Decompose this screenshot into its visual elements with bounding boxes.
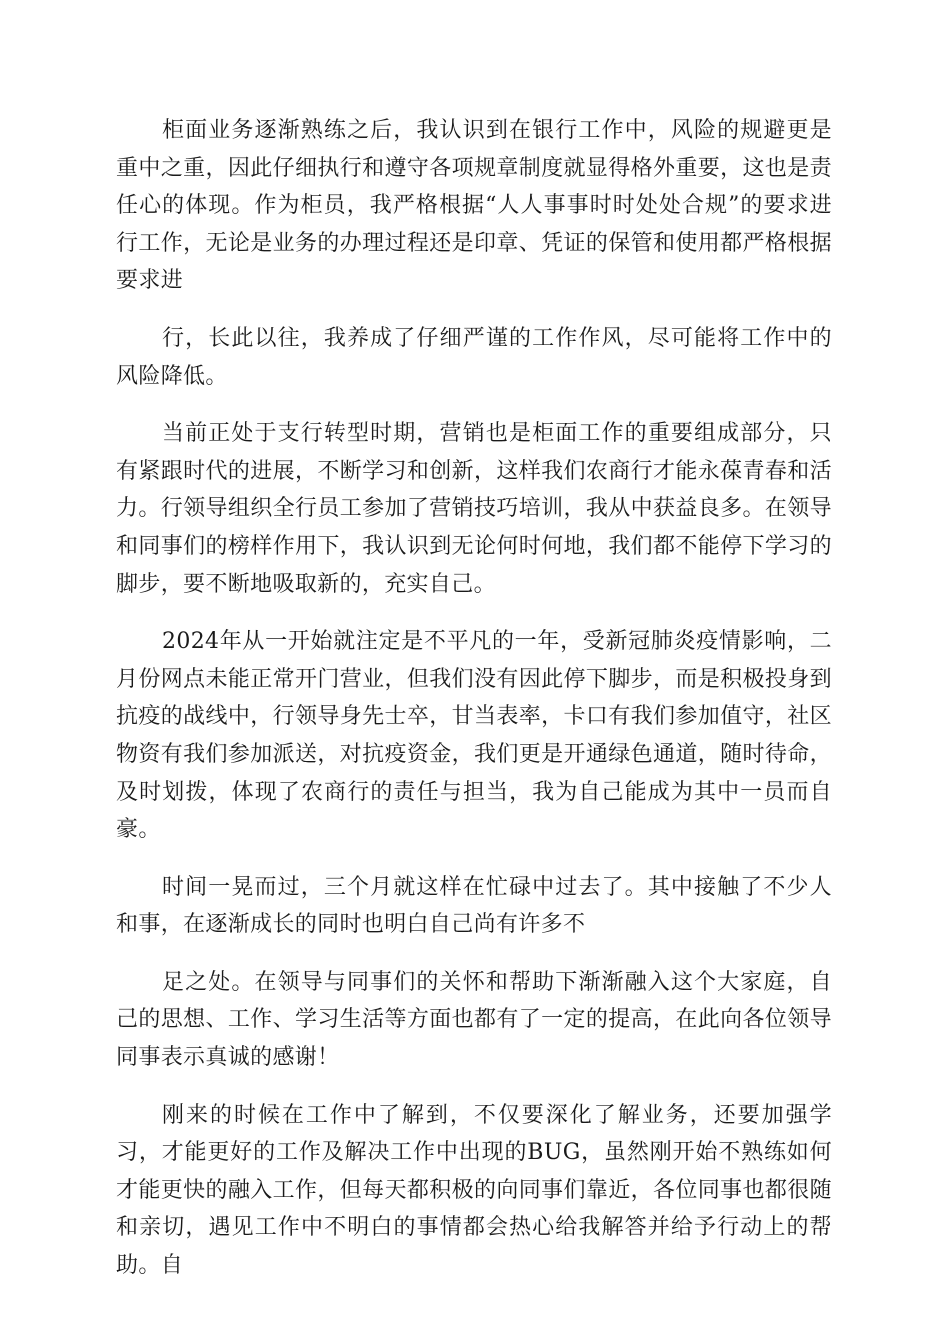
paragraph-3: 当前正处于支行转型时期，营销也是柜面工作的重要组成部分，只有紧跟时代的进展，不断学习和创新，这样我们农商行才能永葆青春和活力。行领导组织全行员工参加了营销技巧培训，我从中获益良多。在领导和同事们的榜样作用下，我认识到无论何时何地，我们都不能停下学习的脚步，要不断地吸取新的，充实自己。	[116, 421, 832, 597]
paragraph-7: 刚来的时候在工作中了解到，不仅要深化了解业务，还要加强学习，才能更好的工作及解决工作中出现的BUG，虽然刚开始不熟练如何才能更快的融入工作，但每天都积极的向同事们靠近，各位同事也都很随和亲切，遇见工作中不明白的事情都会热心给我解答并给予行动上的帮助。自	[116, 1102, 832, 1279]
paragraph-1: 柜面业务逐渐熟练之后，我认识到在银行工作中，风险的规避更是重中之重，因此仔细执行和遵守各项规章制度就显得格外重要，这也是责任心的体现。作为柜员，我严格根据“人人事事时时处处合规”的要求进行工作，无论是业务的办理过程还是印章、凭证的保管和使用都严格根据要求进	[116, 118, 832, 294]
paragraph-2: 行，长此以往，我养成了仔细严谨的工作作风，尽可能将工作中的风险降低。	[116, 325, 832, 389]
paragraph-5: 时间一晃而过，三个月就这样在忙碌中过去了。其中接触了不少人和事，在逐渐成长的同时也明白自己尚有许多不	[116, 874, 832, 938]
paragraph-4: 2024年从一开始就注定是不平凡的一年，受新冠肺炎疫情影响，二月份网点未能正常开门营业，但我们没有因此停下脚步，而是积极投身到抗疫的战线中，行领导身先士卒，甘当表率，卡口有我们参加值守，社区物资有我们参加派送，对抗疫资金，我们更是开通绿色通道，随时待命，及时划拨，体现了农商行的责任与担当，我为自己能成为其中一员而自豪。	[116, 629, 832, 843]
paragraph-6: 足之处。在领导与同事们的关怀和帮助下渐渐融入这个大家庭，自己的思想、工作、学习生活等方面也都有了一定的提高，在此向各位领导同事表示真诚的感谢！	[116, 969, 832, 1071]
